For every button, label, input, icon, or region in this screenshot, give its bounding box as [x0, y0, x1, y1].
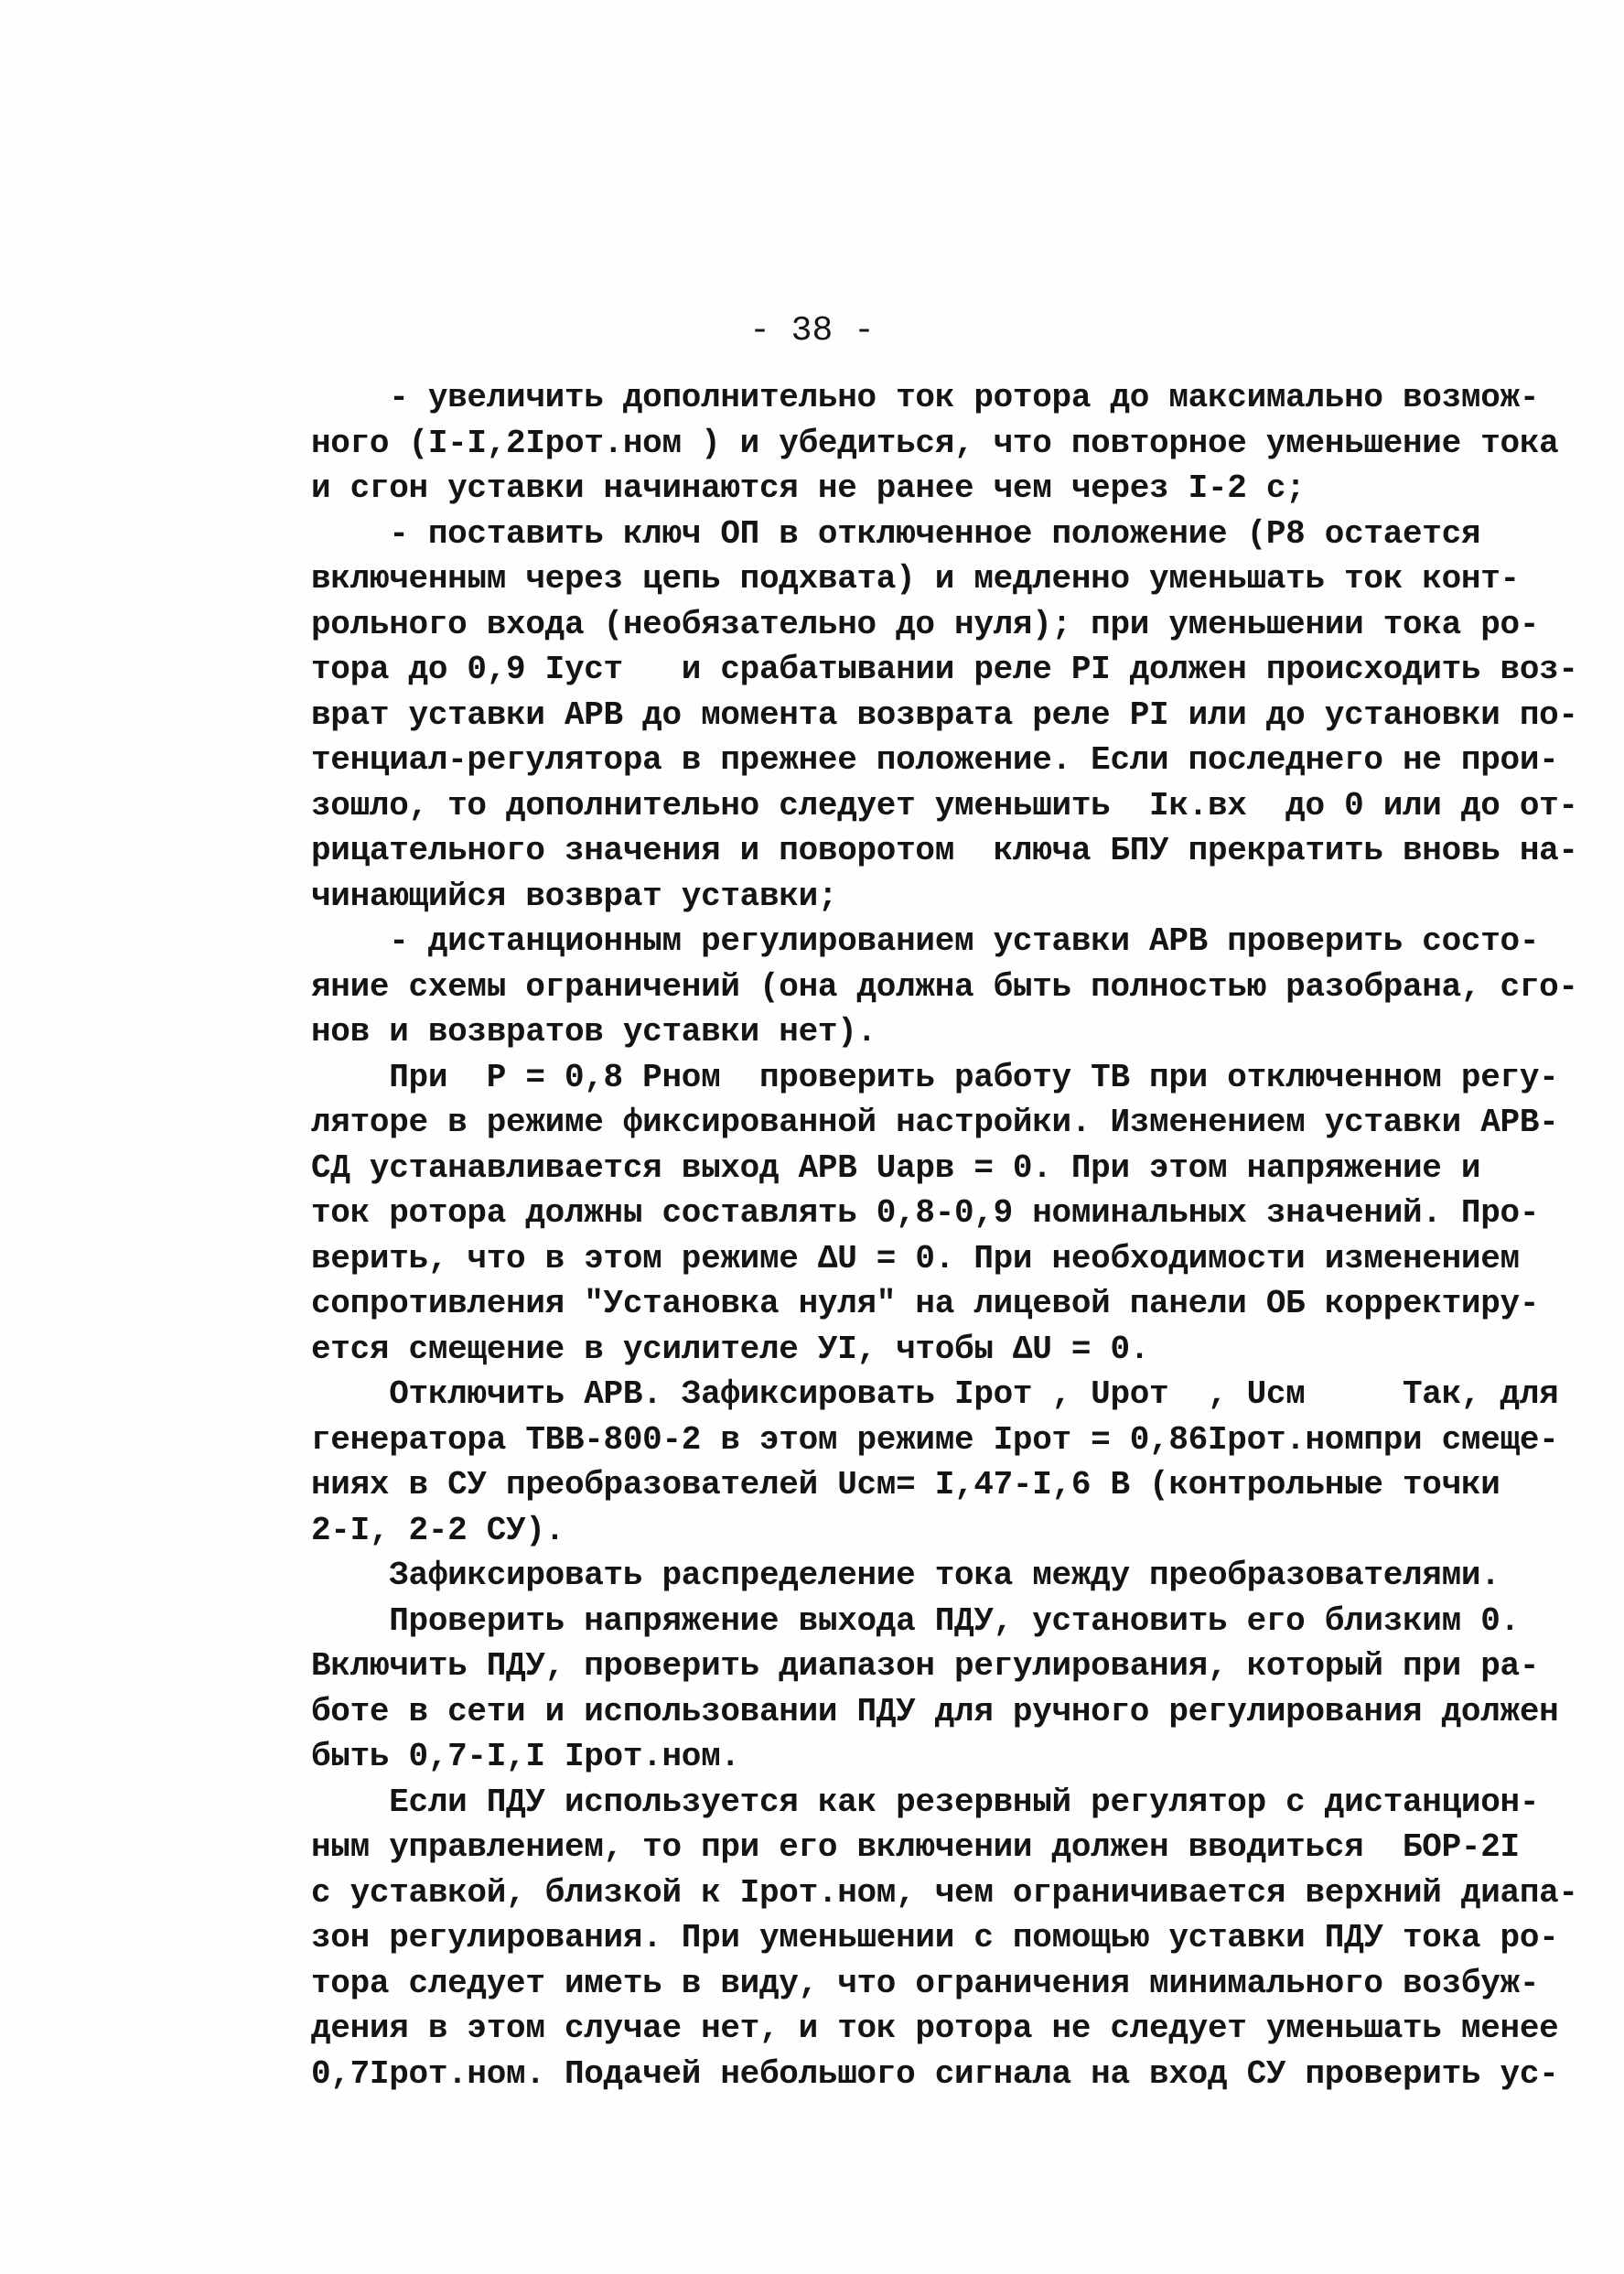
- text-line: верить, что в этом режиме ΔU = 0. При необходимости изменением: [311, 1239, 1520, 1277]
- text-line: Зафиксировать распределение тока между преобразователями.: [311, 1557, 1500, 1594]
- text-line: ток ротора должны составлять 0,8-0,9 номинальных значений. Про-: [311, 1194, 1540, 1232]
- text-line: Если ПДУ используется как резервный регулятор с дистанцион-: [311, 1783, 1540, 1821]
- text-line: чинающийся возврат уставки;: [311, 877, 838, 915]
- body-text: [311, 375, 1578, 2096]
- text-line: Проверить напряжение выхода ПДУ, установить его близким 0.: [311, 1601, 1520, 1640]
- text-line: с уставкой, близкой к Iрот.ном, чем ограничивается верхний диапа-: [311, 1873, 1578, 1912]
- text-line: генератора ТВВ-800-2 в этом режиме Iрот = 0,86Iрот.номпри смеще-: [311, 1420, 1559, 1459]
- text-line: тора до 0,9 Iуст и срабатывании реле PI должен происходить воз-: [311, 651, 1578, 688]
- text-line: нов и возвратов уставки нет).: [311, 1013, 877, 1051]
- text-line: ниях в СУ преобразователей Uсм= I,47-I,6 В (контрольные точки: [311, 1466, 1500, 1503]
- text-line: зошло, то дополнительно следует уменьшить Iк.вх до 0 или до от-: [311, 786, 1578, 824]
- text-line: Включить ПДУ, проверить диапазон регулирования, который при ра-: [311, 1647, 1540, 1685]
- text-line: быть 0,7-I,I Iрот.ном.: [311, 1738, 740, 1775]
- text-line: Отключить АРВ. Зафиксировать Iрот , Uрот , Uсм Так, для: [311, 1375, 1559, 1413]
- text-line: зон регулирования. При уменьшении с помощью уставки ПДУ тока ро-: [311, 1919, 1559, 1956]
- text-line: 0,7Iрот.ном. Подачей небольшого сигнала на вход СУ проверить ус-: [311, 2054, 1559, 2093]
- text-line: тенциал-регулятора в прежнее положение. Если последнего не прои-: [311, 741, 1559, 779]
- text-line: При P = 0,8 Pном проверить работу ТВ при отключенном регу-: [311, 1058, 1559, 1096]
- text-line: сопротивления "Установка нуля" на лицевой панели ОБ корректиру-: [311, 1285, 1540, 1322]
- text-line: яние схемы ограничений (она должна быть полностью разобрана, сго-: [311, 967, 1578, 1006]
- text-line: СД устанавливается выход АРВ Uарв = 0. При этом напряжение и: [311, 1148, 1481, 1187]
- text-line: ного (I-I,2Iрот.ном ) и убедиться, что повторное уменьшение тока: [311, 424, 1559, 462]
- text-line: и сгон уставки начинаются не ранее чем через I-2 с;: [311, 469, 1306, 507]
- text-line: врат уставки АРВ до момента возврата реле PI или до установки по-: [311, 695, 1578, 734]
- text-line: ется смещение в усилителе УI, чтобы ΔU = 0.: [311, 1330, 1150, 1368]
- text-line: - поставить ключ ОП в отключенное положение (Р8 остается: [311, 514, 1481, 553]
- text-line: включенным через цепь подхвата) и медленно уменьшать ток конт-: [311, 560, 1520, 598]
- text-line: рольного входа (необязательно до нуля); при уменьшении тока ро-: [311, 605, 1540, 643]
- text-line: - дистанционным регулированием уставки АРВ проверить состо-: [311, 922, 1540, 960]
- text-line: ляторе в режиме фиксированной настройки. Изменением уставки АРВ-: [311, 1104, 1559, 1141]
- text-line: дения в этом случае нет, и ток ротора не следует уменьшать менее: [311, 2010, 1559, 2047]
- text-line: тора следует иметь в виду, что ограничения минимального возбуж-: [311, 1964, 1540, 2002]
- text-line: боте в сети и использовании ПДУ для ручного регулирования должен: [311, 1692, 1559, 1730]
- text-line: 2-I, 2-2 СУ).: [311, 1511, 565, 1549]
- page-number: - 38 -: [749, 311, 875, 350]
- text-line: - увеличить дополнительно ток ротора до максимально возмож-: [311, 379, 1540, 416]
- text-line: ным управлением, то при его включении должен вводиться БОР-2I: [311, 1828, 1520, 1866]
- text-line: рицательного значения и поворотом ключа БПУ прекратить вновь на-: [311, 832, 1578, 869]
